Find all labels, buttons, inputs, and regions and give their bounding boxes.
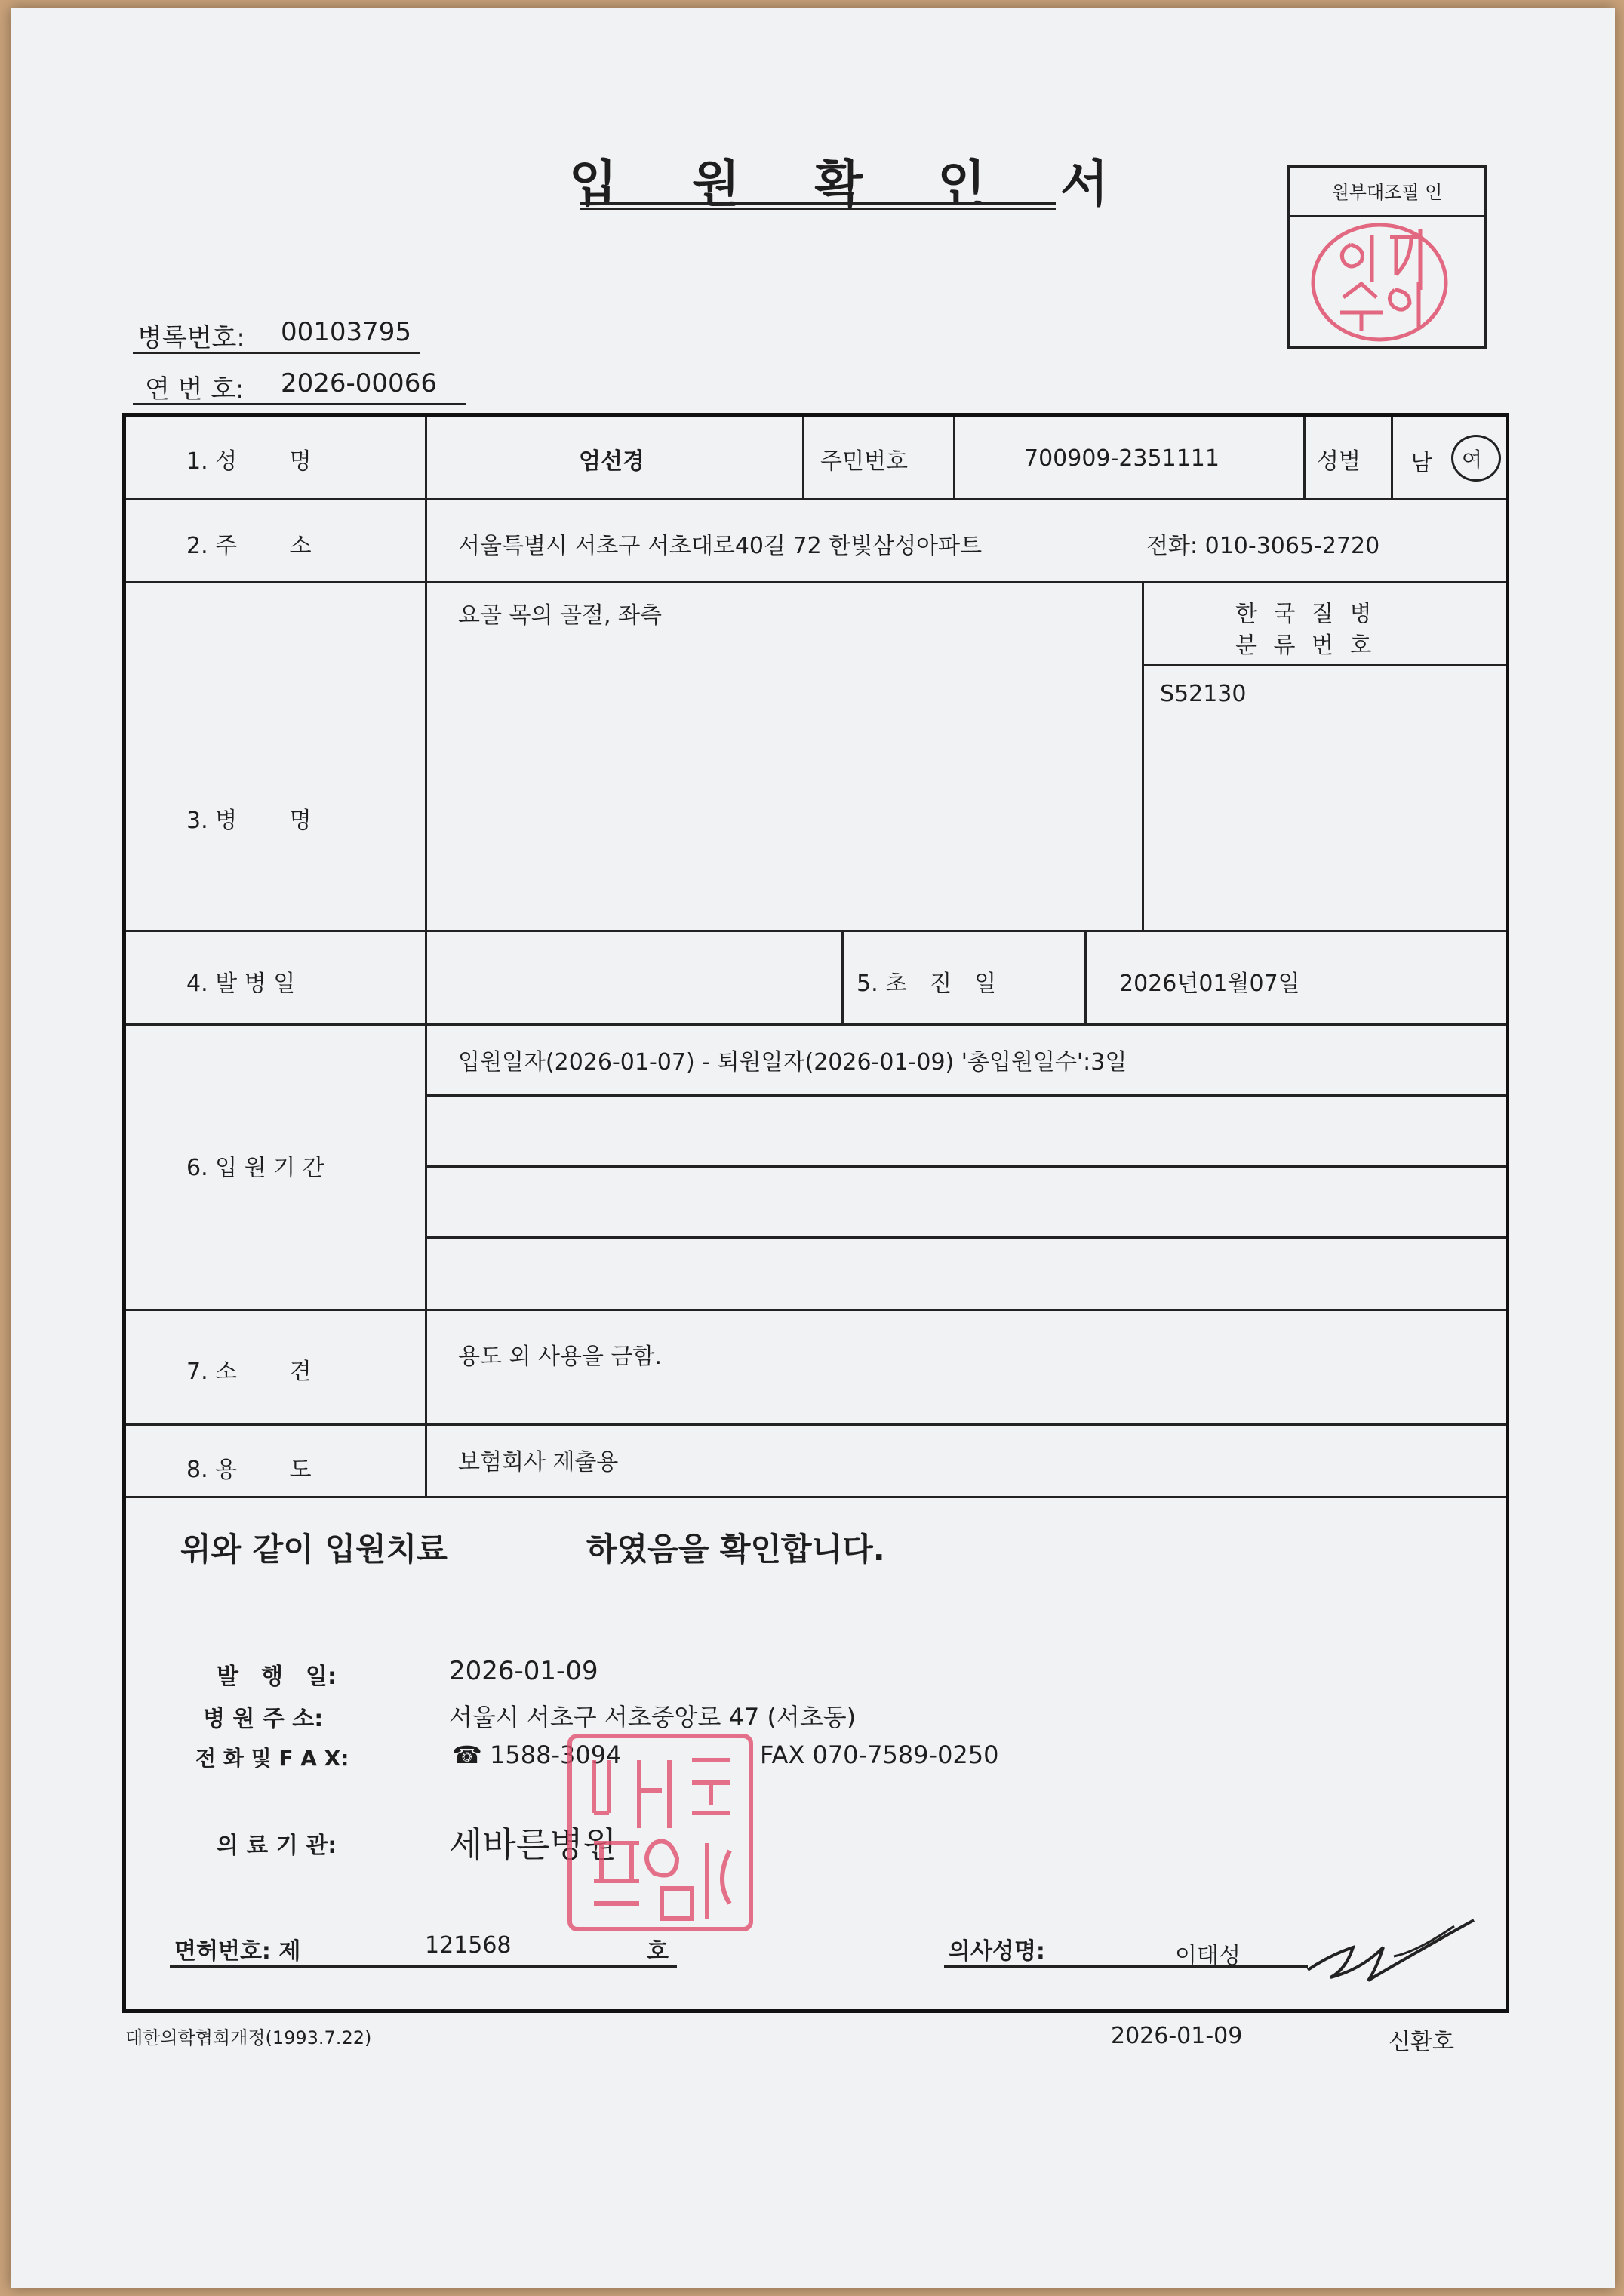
license-label: 면허번호: 제	[174, 1938, 301, 1965]
serial-number-value: 2026-00066	[281, 368, 437, 399]
hospital-address-value: 서울시 서초구 서초중앙로 47 (서초동)	[449, 1703, 857, 1731]
document-page	[11, 8, 1615, 2288]
doctor-seal-stamp	[1298, 214, 1479, 343]
column-divider	[841, 930, 844, 1023]
column-divider	[1303, 417, 1306, 498]
license-underline	[170, 1965, 677, 1968]
column-divider	[953, 417, 955, 498]
purpose-value: 보험회사 제출용	[458, 1449, 619, 1476]
record-number-label: 병록번호:	[137, 323, 245, 353]
phone-fax-label: 전 화 및 F A X:	[195, 1746, 349, 1771]
doctor-name: 이태성	[1175, 1943, 1241, 1969]
row-divider	[425, 1236, 1506, 1239]
column-divider	[425, 417, 427, 1496]
statement-part2: 하였음을 확인합니다.	[586, 1531, 885, 1568]
hospital-phone: ☎ 1588-3094	[452, 1740, 622, 1769]
issue-date-value: 2026-01-09	[449, 1656, 598, 1686]
row-divider	[126, 1023, 1506, 1026]
hospital-address-label: 병 원 주 소:	[203, 1706, 324, 1732]
statement-part1: 위와 같이 입원치료	[180, 1531, 448, 1568]
row-divider	[126, 930, 1506, 932]
doctor-underline	[944, 1965, 1308, 1968]
disease-label: 3. 병 명	[186, 808, 312, 834]
title-underline	[580, 202, 1056, 205]
row-divider	[126, 1423, 1506, 1426]
institution-label: 의 료 기 관:	[217, 1833, 337, 1859]
stamp-box-label: 원부대조필 인	[1290, 168, 1484, 217]
address-value: 서울특별시 서초구 서초대로40길 72 한빛삼성아파트	[458, 533, 983, 559]
column-divider	[802, 417, 804, 498]
license-number: 121568	[425, 1932, 512, 1959]
hospital-fax: FAX 070-7589-0250	[760, 1740, 999, 1769]
institution-name: 세바른병원	[449, 1824, 617, 1865]
hospital-seal-stamp	[564, 1730, 757, 1935]
row-divider	[126, 1309, 1506, 1311]
rrn-value: 700909-2351111	[1024, 445, 1220, 472]
opinion-value: 용도 외 사용을 금함.	[458, 1343, 662, 1370]
record-number-value: 00103795	[281, 317, 412, 347]
doctor-name-label: 의사성명:	[949, 1938, 1045, 1965]
patient-name: 엄선경	[579, 448, 644, 475]
document-title: 입 원 확 인 서	[569, 155, 1137, 213]
issue-date-label: 발 행 일:	[217, 1664, 337, 1690]
row-divider	[126, 581, 1506, 583]
admission-period-label: 6. 입 원 기 간	[186, 1155, 324, 1181]
license-suffix: 호	[647, 1938, 669, 1965]
verification-stamp-box	[1287, 165, 1487, 349]
row-divider	[1142, 664, 1506, 666]
sex-male: 남	[1410, 450, 1432, 476]
admission-period-value: 입원일자(2026-01-07) - 퇴원일자(2026-01-09) '총입원일수':3일	[458, 1049, 1127, 1076]
row-divider	[425, 1165, 1506, 1168]
footer-patient-type: 신환호	[1389, 2029, 1454, 2055]
column-divider	[1142, 581, 1144, 930]
sex-label: 성별	[1317, 448, 1361, 475]
serial-number-underline	[133, 403, 466, 405]
kcd-label-line1: 한 국 질 병	[1235, 601, 1376, 627]
record-number-underline	[133, 352, 420, 354]
opinion-label: 7. 소 견	[186, 1359, 312, 1385]
rrn-label: 주민번호	[820, 448, 908, 475]
phone-value: 전화: 010-3065-2720	[1146, 533, 1380, 559]
onset-date-label: 4. 발 병 일	[186, 971, 296, 997]
purpose-label: 8. 용 도	[186, 1457, 312, 1483]
column-divider	[1391, 417, 1393, 498]
row-divider	[126, 498, 1506, 500]
first-visit-value: 2026년01월07일	[1119, 971, 1300, 997]
row-divider	[425, 1094, 1506, 1097]
footer-form-revision: 대한의학협회개정(1993.7.22)	[125, 2027, 372, 2048]
column-divider	[1084, 930, 1087, 1023]
title-underline-2	[580, 208, 1056, 210]
serial-number-label: 연 번 호:	[145, 374, 245, 405]
name-label: 1. 성 명	[186, 448, 312, 475]
kcd-label-line2: 분 류 번 호	[1235, 632, 1376, 659]
doctor-signature	[1303, 1911, 1477, 1994]
address-label: 2. 주 소	[186, 533, 312, 559]
admission-table	[122, 413, 1509, 2013]
kcd-code: S52130	[1160, 681, 1247, 707]
first-visit-label: 5. 초 진 일	[857, 971, 997, 997]
sex-female: 여	[1462, 448, 1483, 472]
sex-female-circle-mark	[1451, 435, 1501, 482]
row-divider	[126, 1496, 1506, 1498]
disease-value: 요골 목의 골절, 좌측	[458, 602, 662, 629]
footer-date: 2026-01-09	[1111, 2023, 1243, 2049]
